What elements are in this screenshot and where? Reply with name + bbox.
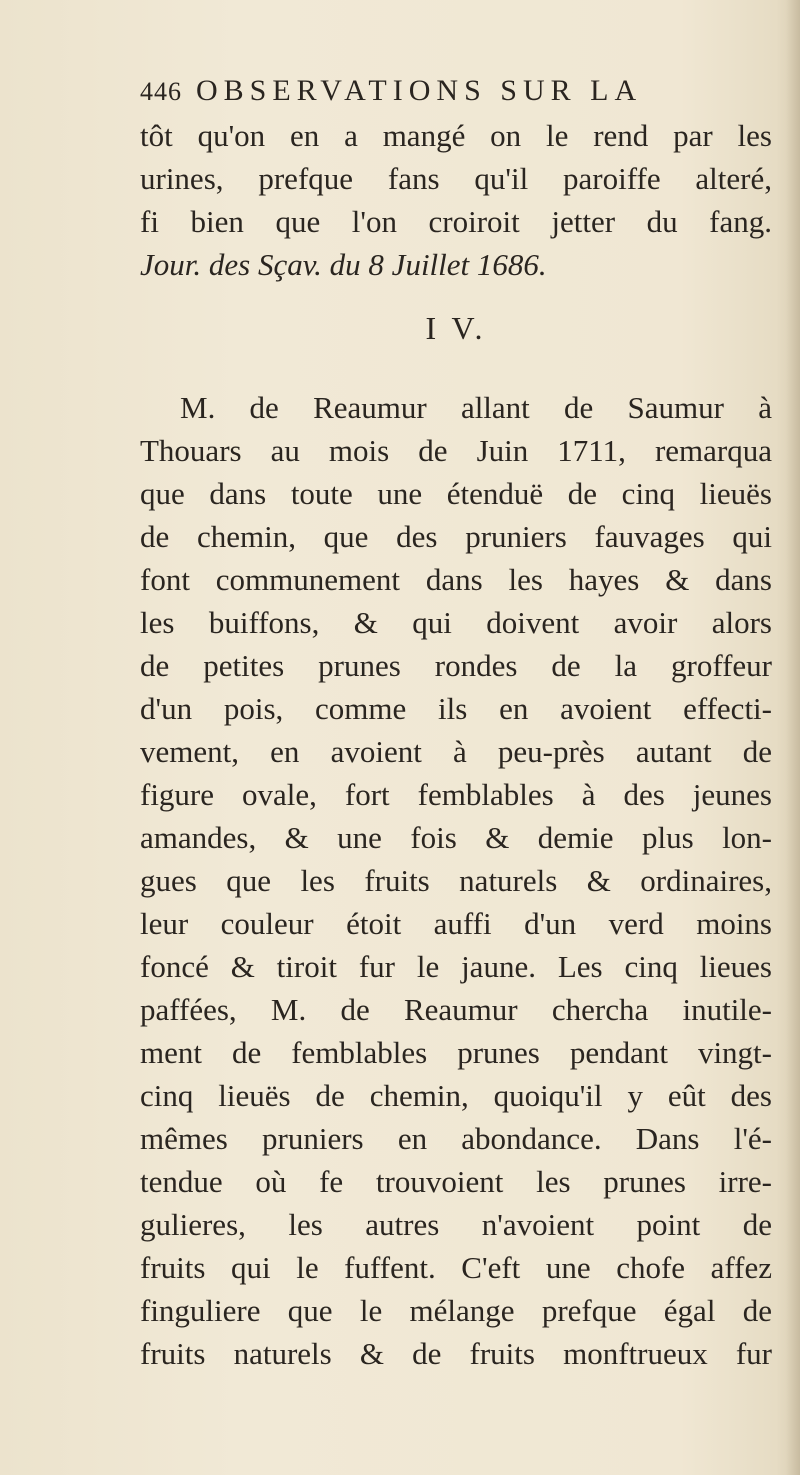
text-line: que dans toute une étenduë de cinq lieuës (140, 476, 772, 511)
text-line: gulieres, les autres n'avoient point de (140, 1207, 772, 1242)
text-line: cinq lieuës de chemin, quoiqu'il y eût des (140, 1078, 772, 1113)
text-line: M. de Reaumur allant de Saumur à (180, 390, 772, 425)
text-line: de chemin, que des pruniers fauvages qui (140, 519, 772, 554)
paragraph-2 (140, 386, 772, 1375)
running-title: OBSERVATIONS SUR LA (196, 74, 643, 107)
text-line: de petites prunes rondes de la groffeur (140, 648, 772, 683)
text-line: tôt qu'on en a mangé on le rend par les (140, 118, 772, 153)
text-line: urines, prefque fans qu'il paroiffe alteré, (140, 161, 772, 196)
page-number: 446 (140, 77, 182, 106)
text-line: fruits qui le fuffent. C'eft une chofe affez (140, 1250, 772, 1285)
text-line: amandes, & une fois & demie plus lon- (140, 820, 772, 855)
text-line: ment de femblables prunes pendant vingt- (140, 1035, 772, 1070)
text-line: fruits naturels & de fruits monftrueux fur (140, 1336, 772, 1371)
paragraph-1 (140, 114, 772, 286)
text-line: paffées, M. de Reaumur chercha inutile- (140, 992, 772, 1027)
text-line: finguliere que le mélange prefque égal de (140, 1293, 772, 1328)
text-line: d'un pois, comme ils en avoient effecti- (140, 691, 772, 726)
text-line: Thouars au mois de Juin 1711, remarqua (140, 433, 772, 468)
text-line: figure ovale, fort femblables à des jeunes (140, 777, 772, 812)
page-header (140, 74, 740, 114)
text-line: les buiffons, & qui doivent avoir alors (140, 605, 772, 640)
page-edge-shadow (786, 0, 800, 1475)
text-line: fi bien que l'on croiroit jetter du fang. (140, 204, 772, 239)
text-line: vement, en avoient à peu-près autant de (140, 734, 772, 769)
section-number: I V. (425, 310, 487, 346)
text-line: leur couleur étoit auffi d'un verd moins (140, 906, 772, 941)
citation-line: Jour. des Sçav. du 8 Juillet 1686. (140, 247, 547, 282)
text-line: tendue où fe trouvoient les prunes irre- (140, 1164, 772, 1199)
text-line: foncé & tiroit fur le jaune. Les cinq lieues (140, 949, 772, 984)
text-line: mêmes pruniers en abondance. Dans l'é- (140, 1121, 772, 1156)
text-line: gues que les fruits naturels & ordinaires, (140, 863, 772, 898)
text-line: font communement dans les hayes & dans (140, 562, 772, 597)
